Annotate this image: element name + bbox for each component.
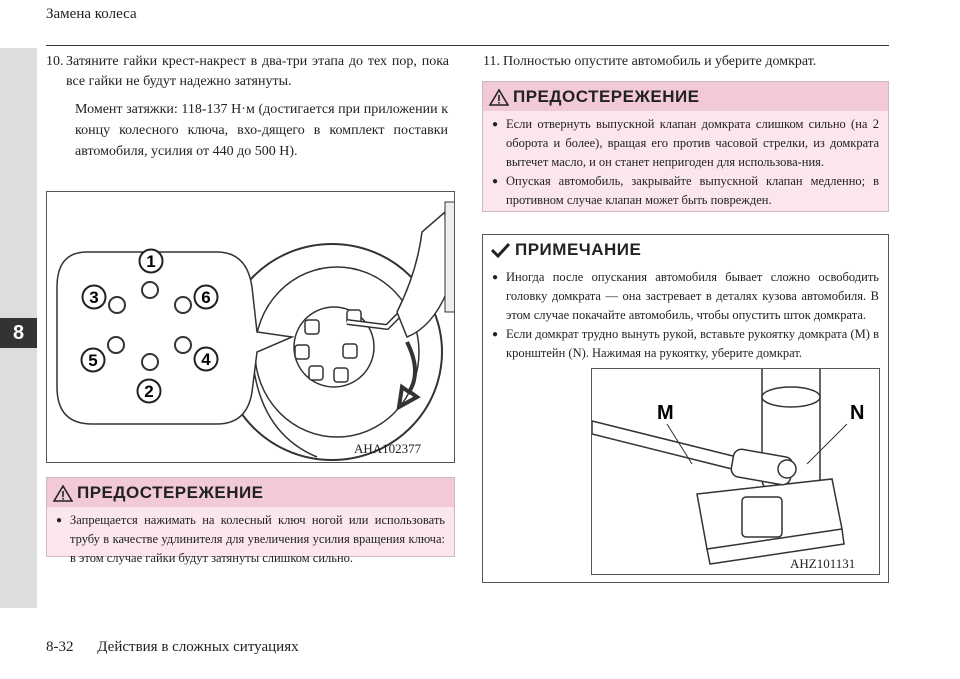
- nut-order-6-text: 6: [201, 288, 211, 307]
- step-number: 11.: [483, 54, 500, 69]
- wheel-nut-illustration: [47, 192, 455, 463]
- nut-order-6: [193, 284, 219, 315]
- warning-item-text: Опуская автомобиль, закрывайте выпускной клапан медленно; в противном случае клапан может быть поврежден.: [506, 174, 879, 207]
- warning-header: [483, 82, 888, 111]
- warning-item-text: Если отвернуть выпускной клапан домкрата слишком сильно (на 2 оборота и более), вращая его против часовой стрелки, из домкрата вытечет масло, и он станет непригоден для использова-ния.: [506, 117, 879, 169]
- warning-triangle-icon: [53, 484, 73, 502]
- note-item: [492, 268, 879, 325]
- warning-header: [47, 478, 454, 507]
- bullet-icon: ●: [492, 272, 499, 283]
- step-number: 10.: [46, 54, 64, 69]
- warning-box-left: [46, 477, 455, 565]
- warning-triangle-icon: [489, 88, 509, 106]
- jack-handle-figure: [591, 368, 880, 575]
- warning-title: ПРЕДОСТЕРЕЖЕНИЕ: [513, 86, 700, 106]
- warning-item: [56, 511, 445, 568]
- nut-order-4-text: 4: [201, 350, 211, 369]
- page-header-title: Замена колеса: [46, 6, 137, 22]
- nut-order-1-text: 1: [146, 252, 156, 271]
- note-box: [482, 234, 889, 583]
- nut-order-3-text: 3: [89, 288, 99, 307]
- page-number: 8-32: [46, 639, 74, 655]
- chapter-tab: 8: [0, 318, 37, 348]
- nut-order-5-text: 5: [88, 351, 98, 370]
- bracket-label-n: N: [850, 402, 865, 424]
- bullet-icon: ●: [56, 515, 63, 526]
- nut-order-3: [81, 284, 107, 315]
- handle-label-m: M: [657, 402, 674, 424]
- step-text: Полностью опустите автомобиль и уберите домкрат.: [503, 54, 817, 69]
- figure-code: AHA102377: [354, 441, 422, 456]
- warning-item: [492, 172, 879, 210]
- note-title: ПРИМЕЧАНИЕ: [515, 239, 642, 259]
- torque-note: Момент затяжки: 118-137 Н·м (достигается при приложении к концу колесного ключа, вхо-дящего в комплект поставки автомобиля, усилия от 440 до 500 Н).: [75, 102, 448, 159]
- step-text: Затяните гайки крест-накрест в два-три этапа до тех пор, пока все гайки не будут надежно затянуты.: [66, 54, 449, 89]
- section-title: Действия в сложных ситуациях: [97, 639, 299, 655]
- wheel-nut-figure: [46, 191, 455, 463]
- figure-code: AHZ101131: [790, 556, 856, 571]
- bullet-icon: ●: [492, 119, 499, 130]
- bullet-icon: ●: [492, 176, 499, 187]
- warning-item: [492, 115, 879, 172]
- nut-order-5: [80, 347, 106, 378]
- warning-item-text: Запрещается нажимать на колесный ключ ногой или использовать трубу в качестве удлинителя для увеличения усилия вращения ключа: в этом случае гайки будут затянуты слишком сильно.: [70, 513, 445, 565]
- nut-order-1: [138, 248, 164, 279]
- step-10: [46, 52, 449, 92]
- chapter-sidebar: [0, 48, 37, 608]
- step-11: [483, 52, 888, 72]
- warning-box-right: [482, 81, 889, 212]
- bullet-icon: ●: [492, 329, 499, 340]
- page-footer: [46, 639, 299, 656]
- nut-order-2-text: 2: [144, 382, 154, 401]
- nut-order-2: [136, 378, 162, 409]
- note-item-text: Иногда после опускания автомобиля бывает сложно освободить головку домкрата — она застревает в деталях кузова автомобиля. В этом случае покачайте автомобиль, чтобы опустить шток домкрата.: [506, 270, 879, 322]
- note-item: [492, 325, 879, 363]
- nut-order-4: [193, 346, 219, 377]
- jack-handle-illustration: [592, 369, 880, 575]
- note-header: [483, 235, 888, 264]
- check-icon: [489, 241, 511, 259]
- warning-title: ПРЕДОСТЕРЕЖЕНИЕ: [77, 482, 264, 502]
- header-rule: [46, 45, 889, 46]
- note-item-text: Если домкрат трудно вынуть рукой, вставьте рукоятку домкрата (M) в кронштейн (N). Нажимая на рукоятку, уберите домкрат.: [506, 327, 879, 360]
